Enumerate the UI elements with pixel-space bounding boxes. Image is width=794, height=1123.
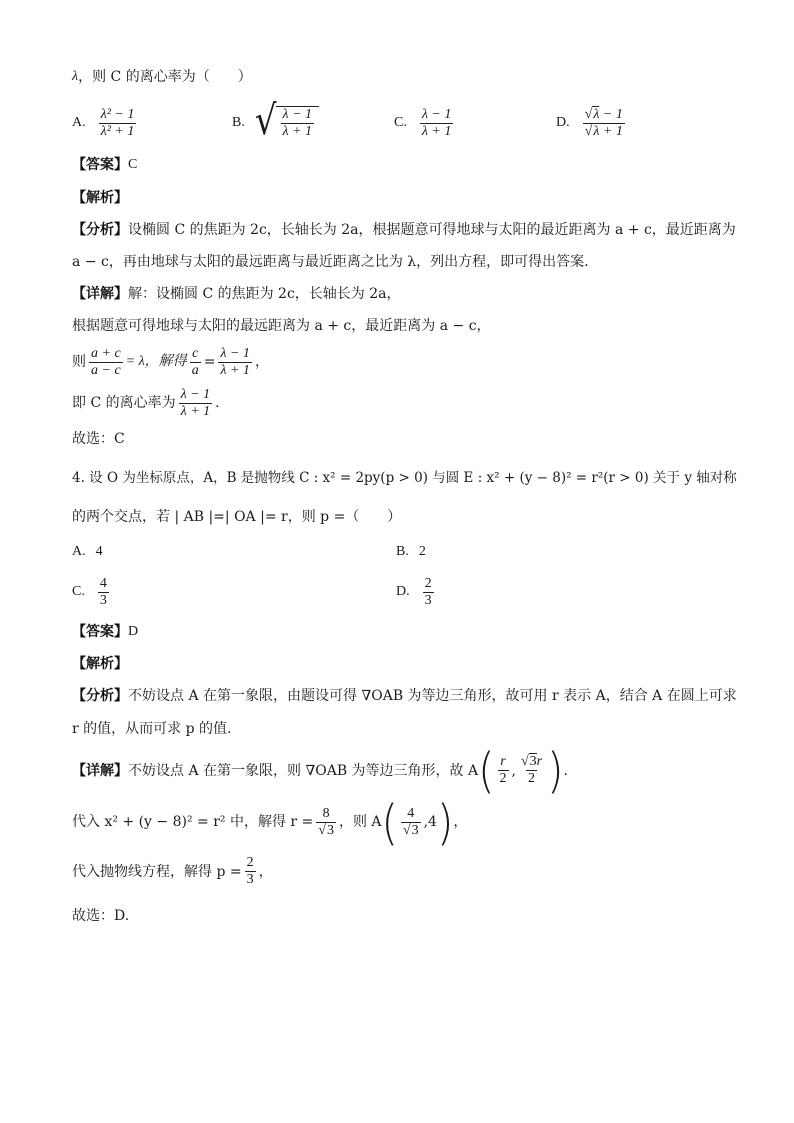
sqrt-expression — [254, 96, 319, 145]
fraction: $\frac{\lambda - 1}{\lambda + 1}$ — [220, 345, 250, 378]
q4-fenxi-2: r 的值，从而可求 p 的值. — [72, 720, 232, 737]
lambda-symbol: λ — [72, 69, 79, 84]
q3-xiangjie-1: 【详解】 解：设椭圆 C 的焦距为 2c，长轴长为 2a， — [72, 286, 401, 303]
fraction: $\frac{4}{3}$ — [99, 575, 107, 608]
q3-analysis-tag: 【解析】 — [72, 189, 128, 206]
option-label: A. — [72, 115, 86, 131]
right-paren: ) — [547, 741, 564, 799]
q3-option-a — [72, 106, 232, 140]
q4-step2: 代入 x² + (y − 8)² = r² 中，解得 r = $\frac{8}{√3}$ ，则 A ( $\frac{4}{√3}$ ,4 ) ， — [72, 793, 468, 851]
fraction: $\frac{√\lambda - 1}{√\lambda + 1}$ — [584, 106, 623, 139]
sqrt-icon: √ — [402, 822, 411, 838]
fraction: $\frac{\lambda - 1}{\lambda + 1}$ — [282, 107, 313, 140]
q3-xiangjie-2: 根据题意可得地球与太阳的最远距离为 a + c，最近距离为 a − c， — [72, 318, 491, 335]
fraction: $\frac{8}{√3}$ — [318, 805, 334, 838]
sqrt-icon: √ — [584, 106, 593, 122]
q3-stem-text: ，则 C 的离心率为（ ） — [78, 69, 252, 85]
fraction: $\frac{\lambda - 1}{\lambda + 1}$ — [421, 106, 452, 139]
sqrt-icon: √ — [318, 822, 326, 838]
q3-fenxi-2: a − c，再由地球与太阳的最远距离与最近距离之比为 λ，列出方程，即可得出答案. — [72, 253, 589, 270]
q3-answer: 【答案】 C — [72, 157, 138, 174]
option-label: B. — [232, 115, 245, 131]
q4-option-b: B. 2 — [396, 543, 426, 559]
q4-options-row1 — [72, 544, 732, 560]
q4-fenxi-1: 【分析】 不妨设点 A 在第一象限，由题设可得 ∇OAB 为等边三角形，故可用 r 表示 A，结合 A 在圆上可求 — [72, 688, 737, 705]
page-content — [72, 60, 737, 925]
q3-stem-tail — [72, 68, 732, 86]
right-paren: ) — [436, 793, 454, 851]
fraction: $\frac{4}{√3}$ — [402, 805, 419, 838]
fraction: $\frac{\text{λ² − 1}}{\text{λ² + 1}}$ — [100, 106, 135, 139]
q4-choose: 故选：D. — [72, 907, 130, 924]
q4-analysis-tag: 【解析】 — [72, 656, 128, 673]
sqrt-icon: √ — [584, 123, 593, 139]
sqrt-icon: √ — [520, 754, 529, 770]
q3-fenxi-1: 【分析】 设椭圆 C 的焦距为 2c，长轴长为 2a，根据题意可得地球与太阳的最近距离为 a + c，最近距离为 — [72, 221, 736, 238]
q3-step3: 则 $\frac{a + c}{a - c}$ = λ，解得 $\frac{c}{a}$ = $\frac{\lambda - 1}{\lambda + 1}$ ， — [72, 345, 269, 378]
q3-option-b — [232, 96, 394, 145]
fraction: $\frac{a + c}{a - c}$ — [91, 345, 121, 378]
q4-stem-2: 的两个交点，若 | AB |=| OA |= r，则 p =（ ） — [72, 508, 402, 525]
fraction: $\frac{2}{3}$ — [424, 575, 432, 608]
q4-stem-1: 4. 设 O 为坐标原点，A，B 是抛物线 C : x² = 2py(p > 0) 与圆 E : x² + (y − 8)² = r²(r > 0) 关于 y 轴对称 — [72, 470, 737, 487]
q4-option-a: A. 4 — [72, 543, 103, 559]
fraction: $\frac{r}{2}$ — [499, 754, 507, 787]
fraction: $\frac{c}{a}$ — [191, 345, 199, 378]
q4-option-d: D. $\frac{2}{3}$ — [396, 575, 432, 608]
fraction: $\frac{√3r}{2}$ — [520, 754, 543, 787]
left-paren: ( — [478, 741, 495, 799]
q4-option-c: C. $\frac{4}{3}$ — [72, 575, 107, 608]
q4-step3: 代入抛物线方程，解得 p = $\frac{2}{3}$ ， — [72, 855, 273, 888]
q3-option-c — [394, 106, 556, 140]
q4-answer: 【答案】 D — [72, 623, 139, 640]
left-paren: ( — [381, 793, 398, 851]
fraction: $\frac{2}{3}$ — [246, 855, 254, 888]
q3-option-d — [556, 106, 628, 140]
q4-xiangjie-1: 【详解】 不妨设点 A 在第一象限，则 ∇OAB 为等边三角形，故 A ( $\frac{r}{2}$ , $\frac{√3r}{2}$ ) . — [72, 741, 568, 799]
q3-step4: 即 C 的离心率为 $\frac{\lambda - 1}{\lambda + 1}$ . — [72, 386, 220, 419]
option-label: C. — [394, 115, 407, 131]
q4-options-row2 — [72, 576, 732, 609]
q3-options — [72, 96, 732, 145]
sqrt-icon: √ — [254, 96, 277, 145]
fraction: $\frac{\lambda - 1}{\lambda + 1}$ — [180, 386, 211, 419]
option-label: D. — [556, 115, 570, 131]
q3-choose: 故选：C — [72, 430, 125, 447]
